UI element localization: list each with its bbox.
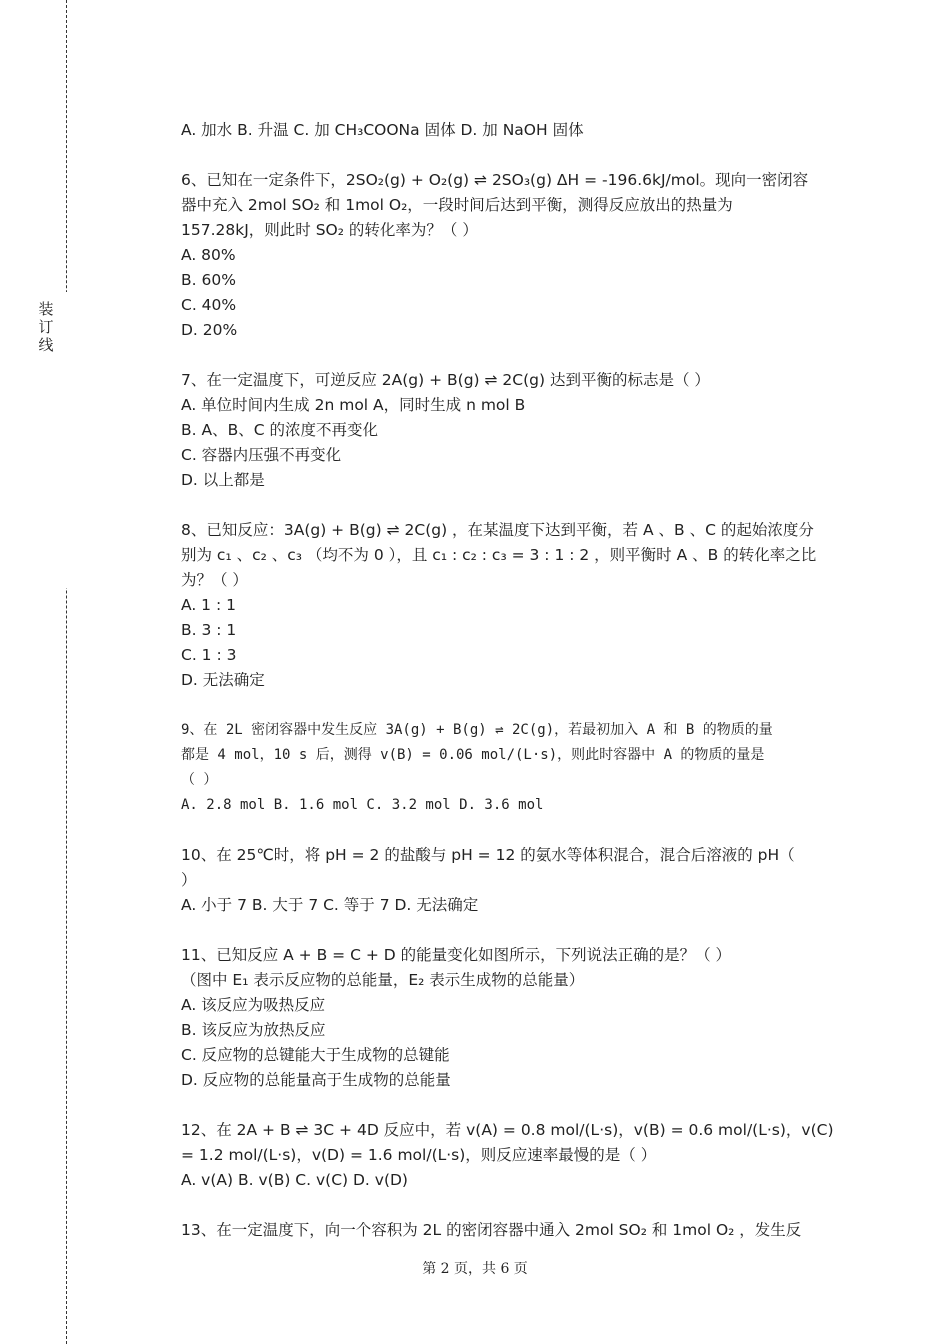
question-6 xyxy=(181,168,841,343)
question-7 xyxy=(181,368,841,493)
question-stem-line: 8、已知反应：3A(g) + B(g) ⇌ 2C(g) ，在某温度下达到平衡，若 A 、B 、C 的起始浓度分 xyxy=(181,521,814,539)
question-9 xyxy=(181,718,841,818)
options-line: A. 加水 B. 升温 C. 加 CH₃COONa 固体 D. 加 NaOH 固体 xyxy=(181,121,584,139)
option-a: A. 80% xyxy=(181,246,236,264)
question-11 xyxy=(181,943,841,1093)
question-stem-line: 9、在 2L 密闭容器中发生反应 3A(g) + B(g) ⇌ 2C(g)，若最初加入 A 和 B 的物质的量 xyxy=(181,722,773,738)
binding-char: 订 xyxy=(38,318,54,336)
question-13 xyxy=(181,1218,841,1243)
option-c: C. 40% xyxy=(181,296,237,314)
question-stem-line: （ ） xyxy=(181,772,218,788)
exam-content xyxy=(181,118,841,1268)
options-line: A. 小于 7 B. 大于 7 C. 等于 7 D. 无法确定 xyxy=(181,896,479,914)
option-a: A. 该反应为吸热反应 xyxy=(181,996,326,1014)
question-stem-line: 157.28kJ，则此时 SO₂ 的转化率为？（ ） xyxy=(181,221,478,239)
question-12 xyxy=(181,1118,841,1193)
options-line: A. v(A) B. v(B) C. v(C) D. v(D) xyxy=(181,1171,408,1189)
question-stem-line: 10、在 25℃时，将 pH = 2 的盐酸与 pH = 12 的氨水等体积混合，混合后溶液的 pH（ xyxy=(181,846,795,864)
question-10 xyxy=(181,843,841,918)
binding-gap xyxy=(56,292,80,588)
option-c: C. 容器内压强不再变化 xyxy=(181,446,342,464)
option-a: A. 1 : 1 xyxy=(181,596,236,614)
page-number-footer: 第 2 页，共 6 页 xyxy=(422,1261,528,1277)
binding-label xyxy=(36,300,56,354)
question-8 xyxy=(181,518,841,693)
question-stem-line: 12、在 2A + B ⇌ 3C + 4D 反应中，若 v(A) = 0.8 mol/(L·s)，v(B) = 0.6 mol/(L·s)，v(C) xyxy=(181,1121,834,1139)
option-d: D. 以上都是 xyxy=(181,471,265,489)
option-b: B. 该反应为放热反应 xyxy=(181,1021,326,1039)
option-b: B. 60% xyxy=(181,271,236,289)
binding-char: 装 xyxy=(38,300,54,318)
option-c: C. 1 : 3 xyxy=(181,646,237,664)
option-c: C. 反应物的总键能大于生成物的总键能 xyxy=(181,1046,450,1064)
option-a: A. 单位时间内生成 2n mol A，同时生成 n mol B xyxy=(181,396,526,414)
binding-dashed-line xyxy=(66,0,67,1344)
question-stem-line: （图中 E₁ 表示反应物的总能量，E₂ 表示生成物的总能量） xyxy=(181,971,585,989)
options-line: A. 2.8 mol B. 1.6 mol C. 3.2 mol D. 3.6 mol xyxy=(181,797,544,813)
option-d: D. 20% xyxy=(181,321,238,339)
question-stem-line: 6、已知在一定条件下，2SO₂(g) + O₂(g) ⇌ 2SO₃(g) ΔH = -196.6kJ/mol。现向一密闭容 xyxy=(181,171,809,189)
question-stem-line: 器中充入 2mol SO₂ 和 1mol O₂，一段时间后达到平衡，测得反应放出的热量为 xyxy=(181,196,733,214)
option-d: D. 无法确定 xyxy=(181,671,265,689)
question-stem-line: 13、在一定温度下，向一个容积为 2L 的密闭容器中通入 2mol SO₂ 和 1mol O₂ ，发生反 xyxy=(181,1221,802,1239)
question-stem-line: 别为 c₁ 、c₂ 、c₃ （均不为 0 ），且 c₁ : c₂ : c₃ = 3 : 1 : 2 ，则平衡时 A 、B 的转化率之比 xyxy=(181,546,817,564)
question-stem-line: 7、在一定温度下，可逆反应 2A(g) + B(g) ⇌ 2C(g) 达到平衡的标志是（ ） xyxy=(181,371,710,389)
option-b: B. 3 : 1 xyxy=(181,621,237,639)
question-5-options xyxy=(181,118,841,143)
question-stem-line: 都是 4 mol，10 s 后，测得 v(B) = 0.06 mol/(L·s)，则此时容器中 A 的物质的量是 xyxy=(181,747,765,763)
question-stem-line: 为？（ ） xyxy=(181,571,248,589)
question-stem-line: 11、已知反应 A + B = C + D 的能量变化如图所示，下列说法正确的是？（ ） xyxy=(181,946,732,964)
question-stem-line: ） xyxy=(181,871,197,889)
binding-char: 线 xyxy=(38,336,54,354)
option-b: B. A、B、C 的浓度不再变化 xyxy=(181,421,378,439)
option-d: D. 反应物的总能量高于生成物的总能量 xyxy=(181,1071,451,1089)
question-stem-line: = 1.2 mol/(L·s)，v(D) = 1.6 mol/(L·s)，则反应速率最慢的是（ ） xyxy=(181,1146,657,1164)
